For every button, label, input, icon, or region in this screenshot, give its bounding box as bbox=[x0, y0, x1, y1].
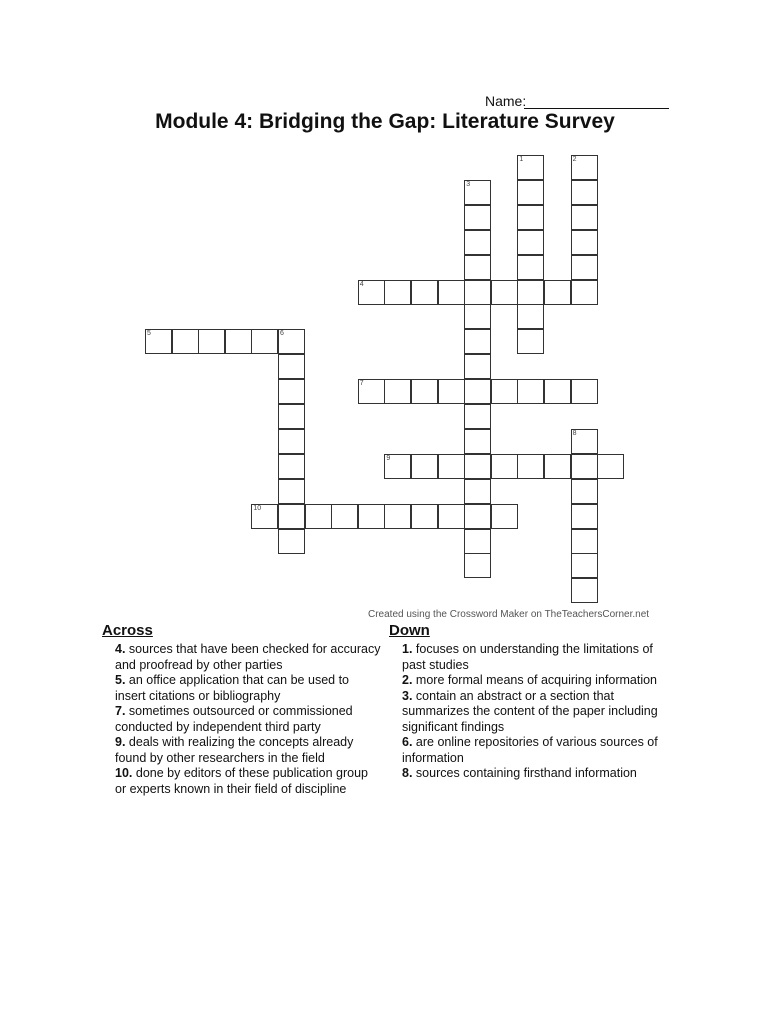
grid-cell[interactable] bbox=[517, 180, 544, 205]
grid-cell[interactable] bbox=[278, 404, 305, 429]
grid-cell[interactable] bbox=[278, 529, 305, 554]
grid-cell[interactable] bbox=[571, 180, 598, 205]
grid-cell[interactable] bbox=[411, 280, 438, 305]
grid-cell[interactable] bbox=[278, 429, 305, 454]
grid-cell[interactable] bbox=[464, 205, 491, 230]
grid-cell[interactable] bbox=[172, 329, 199, 354]
grid-cell[interactable] bbox=[278, 454, 305, 479]
grid-cell[interactable] bbox=[491, 379, 518, 404]
clue-text: deals with realizing the concepts already found by other researchers in the field bbox=[115, 735, 354, 765]
grid-cell[interactable] bbox=[571, 529, 598, 554]
clue-across-9 bbox=[102, 735, 382, 766]
clue-number: 4. bbox=[115, 642, 126, 656]
grid-clue-number: 9 bbox=[386, 454, 391, 462]
grid-cell[interactable] bbox=[517, 230, 544, 255]
grid-cell[interactable] bbox=[464, 304, 491, 329]
grid-cell[interactable] bbox=[571, 379, 598, 404]
grid-cell[interactable] bbox=[411, 504, 438, 529]
grid-cell[interactable] bbox=[464, 454, 491, 479]
grid-cell[interactable] bbox=[517, 255, 544, 280]
clue-down-6 bbox=[389, 735, 679, 766]
grid-cell[interactable] bbox=[517, 329, 544, 354]
grid-cell[interactable] bbox=[464, 429, 491, 454]
grid-cell[interactable] bbox=[517, 379, 544, 404]
grid-cell[interactable] bbox=[517, 205, 544, 230]
grid-cell[interactable] bbox=[278, 479, 305, 504]
grid-cell[interactable] bbox=[464, 379, 491, 404]
grid-cell[interactable] bbox=[464, 529, 491, 554]
across-clues bbox=[102, 622, 382, 797]
grid-cell[interactable] bbox=[464, 255, 491, 280]
grid-cell[interactable] bbox=[517, 280, 544, 305]
clue-down-8 bbox=[389, 766, 679, 782]
grid-clue-number: 8 bbox=[572, 429, 577, 437]
grid-clue-number: 2 bbox=[572, 156, 577, 163]
grid-cell[interactable] bbox=[384, 504, 411, 529]
grid-cell[interactable] bbox=[464, 329, 491, 354]
credit-line: Created using the Crossword Maker on TheTeachersCorner.net bbox=[368, 609, 650, 620]
clue-down-1 bbox=[389, 642, 679, 673]
clue-number: 6. bbox=[402, 735, 413, 749]
grid-cell[interactable] bbox=[225, 329, 252, 354]
grid-cell[interactable] bbox=[438, 504, 465, 529]
grid-cell[interactable] bbox=[411, 454, 438, 479]
grid-clue-number: 1 bbox=[519, 156, 524, 163]
grid-cell[interactable] bbox=[544, 280, 571, 305]
grid-cell[interactable] bbox=[411, 379, 438, 404]
clue-text: sources containing firsthand information bbox=[415, 766, 637, 780]
grid-cell[interactable] bbox=[464, 553, 491, 578]
grid-cell[interactable] bbox=[464, 504, 491, 529]
grid-cell[interactable] bbox=[571, 230, 598, 255]
name-label: Name: bbox=[485, 93, 527, 109]
grid-cell[interactable] bbox=[358, 504, 385, 529]
down-clues bbox=[389, 622, 679, 782]
clue-text: sometimes outsourced or commissioned conducted by independent third party bbox=[115, 704, 353, 734]
clue-number: 8. bbox=[402, 766, 413, 780]
grid-cell[interactable] bbox=[544, 454, 571, 479]
clue-across-10 bbox=[102, 766, 382, 797]
clue-text: are online repositories of various sources of information bbox=[402, 735, 658, 765]
grid-cell[interactable] bbox=[571, 479, 598, 504]
grid-cell[interactable] bbox=[464, 479, 491, 504]
clue-across-5 bbox=[102, 673, 382, 704]
page-title-text: Module 4: Bridging the Gap: Literature Survey bbox=[155, 110, 615, 133]
grid-cell[interactable] bbox=[331, 504, 358, 529]
clue-across-4 bbox=[102, 642, 382, 673]
grid-cell[interactable] bbox=[464, 280, 491, 305]
clue-text: contain an abstract or a section that summarizes the content of the paper including significant findings bbox=[402, 688, 658, 734]
clue-number: 5. bbox=[115, 673, 126, 687]
grid-cell[interactable] bbox=[571, 280, 598, 305]
clue-down-2 bbox=[389, 673, 679, 689]
grid-clue-number: 4 bbox=[359, 280, 364, 288]
grid-cell[interactable] bbox=[517, 304, 544, 329]
clue-text: focuses on understanding the limitations of past studies bbox=[402, 642, 653, 672]
grid-cell[interactable] bbox=[544, 379, 571, 404]
clue-down-3 bbox=[389, 689, 679, 736]
clue-number: 1. bbox=[402, 642, 413, 656]
grid-cell[interactable] bbox=[517, 454, 544, 479]
grid-cell[interactable] bbox=[438, 454, 465, 479]
grid-cell[interactable] bbox=[278, 504, 305, 529]
clue-text: done by editors of these publication group or experts known in their field of discipline bbox=[115, 766, 368, 796]
grid-cell[interactable] bbox=[278, 379, 305, 404]
clue-text: an office application that can be used to insert citations or bibliography bbox=[115, 673, 349, 703]
grid-cell[interactable] bbox=[597, 454, 624, 479]
grid-cell[interactable] bbox=[491, 504, 518, 529]
grid-clue-number: 5 bbox=[147, 330, 151, 338]
grid-cell[interactable] bbox=[571, 553, 598, 578]
grid-clue-number: 7 bbox=[359, 380, 364, 388]
clue-across-7 bbox=[102, 704, 382, 735]
grid-cell[interactable] bbox=[464, 404, 491, 429]
down-heading: Down bbox=[389, 622, 430, 639]
clue-number: 2. bbox=[402, 673, 413, 687]
grid-cell[interactable] bbox=[571, 578, 598, 603]
grid-cell[interactable] bbox=[198, 329, 225, 354]
grid-cell[interactable] bbox=[278, 354, 305, 379]
grid-cell[interactable] bbox=[571, 504, 598, 529]
grid-cell[interactable] bbox=[438, 280, 465, 305]
grid-cell[interactable] bbox=[438, 379, 465, 404]
grid-cell[interactable] bbox=[571, 255, 598, 280]
grid-cell[interactable] bbox=[571, 205, 598, 230]
grid-cell[interactable] bbox=[251, 329, 278, 354]
grid-clue-number: 6 bbox=[280, 330, 284, 338]
grid-cell[interactable] bbox=[491, 454, 518, 479]
across-heading: Across bbox=[102, 622, 153, 639]
grid-clue-number: 3 bbox=[466, 180, 471, 188]
grid-cell[interactable] bbox=[464, 230, 491, 255]
grid-cell[interactable] bbox=[384, 280, 411, 305]
grid-cell[interactable] bbox=[571, 454, 598, 479]
clue-number: 9. bbox=[115, 735, 126, 749]
grid-clue-number: 10 bbox=[253, 504, 262, 512]
clue-text: sources that have been checked for accuracy and proofread by other parties bbox=[115, 642, 381, 672]
clue-text: more formal means of acquiring information bbox=[415, 673, 657, 687]
grid-cell[interactable] bbox=[491, 280, 518, 305]
clue-number: 7. bbox=[115, 704, 126, 718]
grid-cell[interactable] bbox=[384, 379, 411, 404]
grid-cell[interactable] bbox=[464, 354, 491, 379]
grid-cell[interactable] bbox=[305, 504, 332, 529]
clue-number: 10. bbox=[115, 766, 133, 780]
clue-number: 3. bbox=[402, 688, 413, 703]
